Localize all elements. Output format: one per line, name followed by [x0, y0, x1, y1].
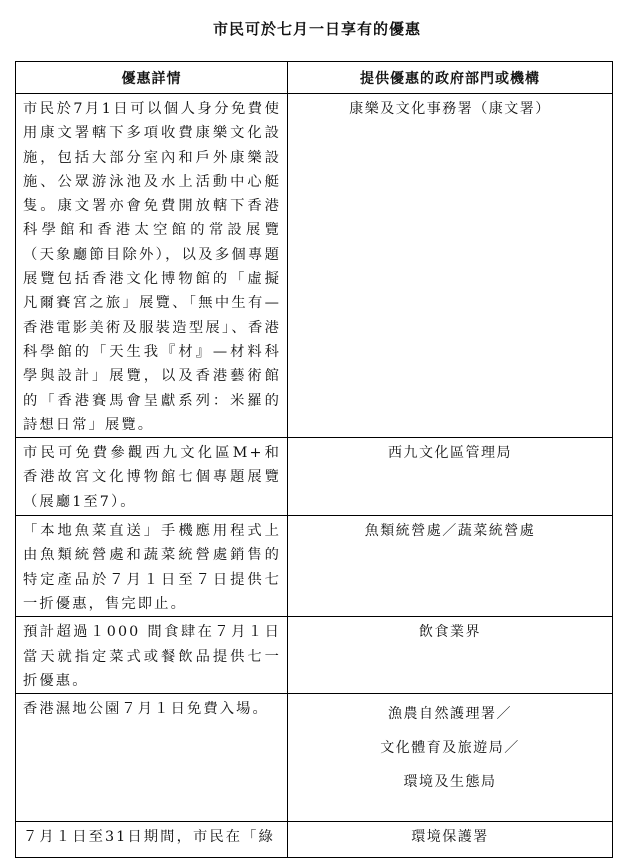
- provider-name: 漁農自然護理署／: [388, 706, 512, 723]
- provider-cell: [288, 822, 613, 858]
- provider-name: 環境保護署: [411, 829, 489, 846]
- table-row: [16, 94, 613, 438]
- provider-cell: [288, 617, 613, 694]
- provider-cell: [288, 94, 613, 438]
- document-title: 市民可於七月一日享有的優惠: [212, 20, 421, 38]
- provider-name: 西九文化區管理局: [388, 445, 512, 462]
- provider-name: 魚類統營處／蔬菜統營處: [364, 523, 536, 540]
- table-row: [16, 694, 613, 822]
- provider-name: 環境及生態局: [403, 774, 497, 791]
- provider-name: 飲食業界: [419, 624, 481, 641]
- header-provider: 提供優惠的政府部門或機構: [288, 62, 613, 94]
- offer-detail-cell: 市民可免費參觀西九文化區M+和香港故宮文化博物館七個專題展覽（展廳1至7）。: [16, 438, 288, 516]
- offer-detail-cell: 市民於7月1日可以個人身分免費使用康文署轄下多項收費康樂文化設施，包括大部分室內和戶外康樂設施、公眾游泳池及水上活動中心艇隻。康文署亦會免費開放轄下香港科學館和香港太空館的常設展覽（天象廳節目除外），以及多個專題展覽包括香港文化博物館的「虛擬凡爾賽宮之旅」展覽、「無中生有—香港電影美術及服裝造型展」、香港科學館的「天生我『材』—材料科學與設計」展覽，以及香港藝術館的「香港賽馬會呈獻系列：米羅的詩想日常」展覽。: [16, 94, 288, 438]
- provider-name: 康樂及文化事務署（康文署）: [349, 101, 551, 117]
- table-header-row: [16, 62, 613, 94]
- table-row: [16, 617, 613, 694]
- offers-table: [15, 61, 613, 858]
- offer-detail-cell: 預計超過１000 間食肆在７月１日當天就指定菜式或餐飲品提供七一折優惠。: [16, 617, 288, 694]
- offer-detail-cell: 香港濕地公園７月１日免費入場。: [16, 694, 288, 822]
- offer-detail-cell: 「本地魚菜直送」手機應用程式上由魚類統營處和蔬菜統營處銷售的特定產品於７月１日至７日提供七一折優惠，售完即止。: [16, 516, 288, 617]
- table-row: [16, 516, 613, 617]
- provider-cell: [288, 438, 613, 516]
- table-row: [16, 822, 613, 858]
- offer-detail-cell: ７月１日至31日期間，市民在「綠: [16, 822, 288, 858]
- provider-name: 文化體育及旅遊局／: [380, 740, 520, 757]
- provider-cell: [288, 516, 613, 617]
- header-offer-details: 優惠詳情: [16, 62, 288, 94]
- table-row: [16, 438, 613, 516]
- provider-cell: [288, 694, 613, 822]
